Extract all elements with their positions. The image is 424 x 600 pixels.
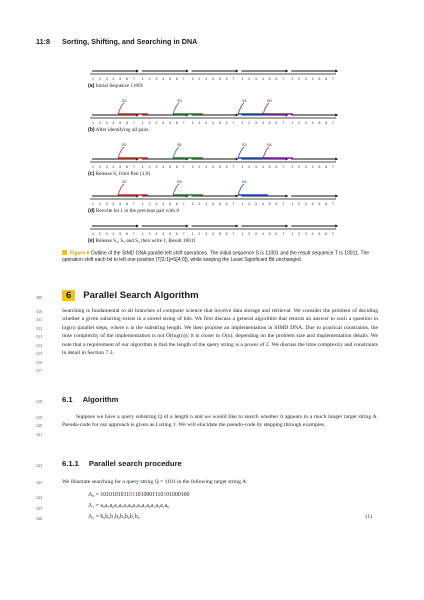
domain-digit: 5	[218, 165, 221, 169]
domain-digit: 7	[132, 77, 135, 81]
strand-arrow	[136, 70, 139, 73]
domain-digit: 3	[205, 202, 208, 206]
domain-digit: 7	[132, 202, 135, 206]
domain-digit: 6	[175, 202, 178, 206]
domain-digit: 2	[298, 202, 300, 206]
domain-digit: 6	[325, 232, 328, 236]
strand-label: S3	[242, 143, 247, 147]
domain-digit: 3	[105, 77, 108, 81]
domain-digit: 3	[155, 232, 158, 236]
domain-digit: 6	[126, 165, 128, 169]
domain-digit: 7	[132, 232, 135, 236]
domain-digit: 1	[291, 121, 294, 125]
domain-digit: 5	[169, 202, 171, 206]
domain-digit: 5	[268, 165, 271, 169]
domain-digit: 6	[275, 202, 278, 206]
domain-digit: 7	[232, 232, 235, 236]
domain-digit: 6	[175, 77, 178, 81]
equation-a0: A₀ = 1010101011011010001110101000100	[88, 492, 190, 498]
domain-digit: 7	[282, 165, 285, 169]
domain-digit: 3	[205, 77, 208, 81]
strand-hairpin	[173, 103, 179, 114]
domain-digit: 7	[282, 77, 285, 81]
domain-digit: 4	[162, 77, 165, 81]
domain-digit: 5	[318, 202, 321, 206]
strand-hairpin	[118, 147, 124, 158]
domain-digit: 2	[98, 202, 101, 206]
domain-digit: 1	[241, 232, 244, 236]
domain-digit: 6	[126, 77, 128, 81]
domain-digit: 5	[169, 232, 171, 236]
domain-digit: 7	[182, 232, 185, 236]
domain-digit: 2	[248, 77, 251, 81]
section-number: 6	[62, 290, 75, 301]
line-number: 315	[36, 351, 43, 356]
line-number: 310	[36, 309, 43, 314]
domain-digit: 5	[318, 232, 321, 236]
strand-diagram	[88, 219, 338, 237]
domain-digit: 2	[148, 165, 151, 169]
domain-digit: 7	[282, 121, 285, 125]
paragraph: We illustrate searching for a query string Q = 1101 in the following target string A:	[62, 479, 248, 485]
domain-digit: 2	[248, 165, 251, 169]
strand-arrow	[285, 70, 288, 73]
domain-digit: 4	[212, 202, 214, 206]
domain-digit: 5	[218, 77, 221, 81]
strand-arrow	[186, 225, 189, 228]
domain-digit: 6	[175, 121, 178, 125]
strand-label: S5	[177, 143, 182, 147]
domain-digit: 6	[126, 232, 128, 236]
domain-digit: 4	[212, 165, 214, 169]
diagram-panel-b	[88, 98, 338, 133]
domain-digit: 1	[191, 202, 194, 206]
domain-digit: 3	[155, 121, 158, 125]
domain-digit: 2	[148, 77, 151, 81]
strand-arrow	[136, 225, 139, 228]
equation-a1: A₁ = a₀a₂a₀a₂a₀a₃a₀a₂a₀a₃a₀a₁a₀a₁a₀	[88, 503, 170, 509]
domain-digit: 4	[311, 165, 314, 169]
domain-digit: 4	[261, 121, 264, 125]
domain-digit: 7	[332, 165, 334, 169]
domain-digit: 2	[148, 202, 151, 206]
domain-digit: 2	[298, 77, 300, 81]
strand-diagram	[88, 179, 338, 207]
line-number: 313	[36, 334, 43, 339]
strand-hairpin	[263, 103, 269, 114]
strand-label: S4	[267, 143, 272, 147]
domain-digit: 6	[126, 202, 128, 206]
domain-digit: 3	[304, 202, 307, 206]
domain-digit: 3	[105, 165, 108, 169]
domain-digit: 6	[325, 77, 328, 81]
strand-label: S2	[122, 143, 127, 147]
domain-digit: 2	[198, 165, 201, 169]
domain-digit: 4	[112, 77, 115, 81]
domain-digit: 2	[248, 202, 251, 206]
domain-digit: 1	[141, 202, 144, 206]
domain-digit: 7	[182, 202, 185, 206]
domain-digit: 2	[148, 232, 151, 236]
domain-digit: 3	[255, 165, 257, 169]
strand-label: S3	[177, 99, 182, 103]
domain-digit: 7	[332, 232, 334, 236]
panel-caption: (b) After identifying all pairs	[88, 127, 149, 133]
domain-digit: 5	[119, 165, 122, 169]
domain-digit: 5	[119, 232, 122, 236]
domain-digit: 6	[275, 165, 278, 169]
domain-digit: 7	[132, 121, 135, 125]
domain-digit: 1	[92, 202, 94, 206]
domain-digit: 7	[132, 165, 135, 169]
domain-digit: 1	[141, 121, 144, 125]
panel-caption: (c) Release S₁ from Pair (1,0)	[88, 171, 151, 177]
domain-digit: 2	[198, 202, 201, 206]
domain-digit: 1	[291, 77, 294, 81]
domain-digit: 7	[332, 202, 334, 206]
line-number: 319	[36, 415, 43, 420]
strand-hairpin	[238, 184, 244, 195]
equation-number: (1)	[365, 514, 372, 520]
domain-digit: 2	[198, 121, 201, 125]
domain-digit: 4	[162, 232, 165, 236]
strand-hairpin	[118, 103, 124, 114]
domain-digit: 6	[325, 165, 328, 169]
page-header	[36, 37, 197, 46]
domain-digit: 5	[119, 121, 122, 125]
domain-digit: 7	[232, 165, 235, 169]
domain-digit: 3	[155, 202, 158, 206]
domain-digit: 6	[175, 165, 178, 169]
domain-digit: 1	[241, 202, 244, 206]
domain-digit: 5	[318, 121, 321, 125]
domain-digit: 4	[112, 121, 115, 125]
domain-digit: 7	[282, 232, 285, 236]
domain-digit: 1	[191, 232, 194, 236]
domain-digit: 1	[141, 165, 144, 169]
domain-digit: 1	[241, 77, 244, 81]
panel-caption: (e) Release S₂, S₃ and S₄ then write 1, Result 10011	[88, 238, 196, 244]
strand-label: S2	[122, 99, 127, 103]
strand-arrow	[335, 70, 338, 73]
domain-digit: 6	[175, 232, 178, 236]
domain-digit: 1	[191, 165, 194, 169]
domain-digit: 1	[291, 232, 294, 236]
strand-hairpin	[263, 147, 269, 158]
domain-digit: 4	[311, 121, 314, 125]
domain-digit: 6	[275, 121, 278, 125]
strand-arrow	[285, 225, 288, 228]
line-number: 321	[36, 432, 43, 437]
domain-digit: 5	[318, 77, 321, 81]
line-number: 318	[36, 399, 43, 404]
strand-label: S3	[177, 180, 182, 184]
page-number: 11:8	[36, 37, 50, 46]
strand-label: S4	[242, 99, 247, 103]
domain-digit: 5	[218, 232, 221, 236]
domain-digit: 4	[162, 202, 165, 206]
domain-digit: 2	[98, 232, 101, 236]
domain-digit: 4	[261, 165, 264, 169]
domain-digit: 5	[169, 77, 171, 81]
running-title: Sorting, Shifting, and Searching in DNA	[62, 37, 198, 46]
domain-digit: 2	[198, 77, 201, 81]
diagram-panel-c	[88, 142, 338, 177]
equation-a2: A₂ = b₀b₀b₁b₀b₂b₀b₁b₀	[88, 514, 140, 520]
line-number: 322	[36, 463, 43, 468]
domain-digit: 7	[232, 121, 235, 125]
strand-hairpin	[173, 147, 179, 158]
domain-digit: 3	[205, 121, 208, 125]
line-number: 316	[36, 360, 43, 365]
domain-digit: 4	[261, 202, 264, 206]
figure-label: Figure 6	[70, 250, 90, 257]
domain-digit: 2	[148, 121, 151, 125]
domain-digit: 2	[98, 165, 101, 169]
strand-label: S2	[122, 180, 127, 184]
domain-digit: 7	[182, 165, 185, 169]
strand-arrow	[335, 225, 338, 228]
domain-digit: 7	[282, 202, 285, 206]
domain-digit: 3	[155, 165, 158, 169]
domain-digit: 6	[225, 121, 228, 125]
domain-digit: 4	[212, 121, 214, 125]
line-number: 325	[36, 506, 43, 511]
line-number: 312	[36, 326, 43, 331]
line-number: 323	[36, 480, 43, 485]
subsection-heading: 6.1 Algorithm	[62, 395, 119, 404]
strand-arrow	[285, 195, 288, 198]
domain-digit: 5	[218, 202, 221, 206]
domain-digit: 1	[241, 165, 244, 169]
domain-digit: 5	[268, 232, 271, 236]
domain-digit: 1	[141, 232, 144, 236]
domain-digit: 1	[191, 77, 194, 81]
domain-digit: 5	[268, 202, 271, 206]
strand-hairpin	[173, 184, 179, 195]
strand-arrow	[335, 114, 338, 117]
domain-digit: 4	[162, 121, 165, 125]
line-number: 314	[36, 343, 43, 348]
domain-digit: 4	[311, 77, 314, 81]
domain-digit: 1	[92, 232, 94, 236]
domain-digit: 1	[191, 121, 194, 125]
diagram-panel-d	[88, 179, 338, 214]
strand-arrow	[335, 158, 338, 161]
domain-digit: 6	[225, 165, 228, 169]
domain-digit: 3	[105, 121, 108, 125]
figure-marker	[62, 250, 67, 255]
domain-digit: 3	[205, 232, 208, 236]
strand-hairpin	[238, 103, 244, 114]
strand-label: S5	[267, 99, 272, 103]
domain-digit: 4	[112, 232, 115, 236]
domain-digit: 3	[304, 77, 307, 81]
domain-digit: 5	[169, 165, 171, 169]
line-number: 309	[36, 295, 43, 300]
strand-arrow	[186, 70, 189, 73]
domain-digit: 5	[119, 77, 122, 81]
strand-label: S4	[242, 180, 247, 184]
domain-digit: 3	[255, 77, 257, 81]
domain-digit: 2	[98, 77, 101, 81]
domain-digit: 7	[182, 77, 185, 81]
domain-digit: 1	[92, 165, 94, 169]
domain-digit: 7	[332, 77, 334, 81]
domain-digit: 3	[304, 121, 307, 125]
domain-digit: 5	[169, 121, 171, 125]
domain-digit: 4	[112, 202, 115, 206]
diagram-panel-e	[88, 219, 338, 244]
domain-digit: 7	[232, 202, 235, 206]
domain-digit: 3	[304, 232, 307, 236]
panel-caption: (a) Initial Sequence 11001	[88, 83, 144, 89]
domain-digit: 1	[291, 202, 294, 206]
domain-digit: 3	[155, 77, 158, 81]
domain-digit: 5	[318, 165, 321, 169]
domain-digit: 4	[261, 232, 264, 236]
domain-digit: 3	[304, 165, 307, 169]
figure-caption-text: Outline of the SIMD DNA parallel left shift operations. The initial sequence S is 11001 and the result sequence T is 10011. The operation shift each bit to left one position (T[3:1]=S[4:0]), while keeping the Least Significant Bit unchanged.	[62, 250, 370, 263]
domain-digit: 4	[311, 202, 314, 206]
domain-digit: 7	[332, 121, 334, 125]
domain-digit: 4	[261, 77, 264, 81]
domain-digit: 2	[298, 232, 300, 236]
domain-digit: 4	[112, 165, 115, 169]
domain-digit: 1	[241, 121, 244, 125]
strand-arrow	[335, 195, 338, 198]
line-number: 324	[36, 495, 43, 500]
strand-arrow	[236, 70, 239, 73]
domain-digit: 4	[162, 165, 165, 169]
domain-digit: 6	[325, 121, 328, 125]
strand-hairpin	[118, 184, 124, 195]
line-number: 317	[36, 368, 43, 373]
domain-digit: 1	[291, 165, 294, 169]
domain-digit: 7	[182, 121, 185, 125]
line-number: 311	[36, 317, 43, 322]
domain-digit: 1	[92, 77, 94, 81]
section-title: Parallel Search Algorithm	[83, 290, 199, 301]
domain-digit: 3	[105, 202, 108, 206]
section-heading	[62, 290, 199, 301]
domain-digit: 7	[232, 77, 235, 81]
subsection-heading: 6.1.1 Parallel search procedure	[62, 459, 182, 468]
domain-digit: 2	[298, 121, 300, 125]
domain-digit: 3	[105, 232, 108, 236]
domain-digit: 6	[225, 232, 228, 236]
panel-caption: (d) Rewrite bit 1 in the previous pair with 0	[88, 208, 179, 214]
strand-diagram	[88, 98, 338, 126]
domain-digit: 3	[255, 202, 257, 206]
domain-digit: 2	[298, 165, 300, 169]
strand-arrow	[236, 225, 239, 228]
paragraph: Suppose we have a query substring Q of a length n and we would like to search whether it appears in a much longer target string A. Pseudo-code for our approach is given as Listing 1. We will elucidate the pseudo-code by stepping through examples.	[62, 414, 378, 429]
domain-digit: 1	[92, 121, 94, 125]
domain-digit: 6	[275, 232, 278, 236]
domain-digit: 6	[126, 121, 128, 125]
domain-digit: 2	[98, 121, 101, 125]
domain-digit: 5	[268, 121, 271, 125]
domain-digit: 5	[268, 77, 271, 81]
domain-digit: 2	[198, 232, 201, 236]
domain-digit: 3	[255, 232, 257, 236]
domain-digit: 4	[212, 77, 214, 81]
domain-digit: 1	[141, 77, 144, 81]
strand-hairpin	[238, 147, 244, 158]
domain-digit: 2	[248, 121, 251, 125]
strand-diagram	[88, 142, 338, 170]
line-number: 320	[36, 423, 43, 428]
domain-digit: 2	[248, 232, 251, 236]
domain-digit: 4	[212, 232, 214, 236]
domain-digit: 6	[275, 77, 278, 81]
line-number: 326	[36, 516, 43, 521]
domain-digit: 6	[325, 202, 328, 206]
domain-digit: 6	[225, 77, 228, 81]
figure-caption	[62, 250, 372, 263]
domain-digit: 3	[255, 121, 257, 125]
domain-digit: 5	[119, 202, 122, 206]
domain-digit: 5	[218, 121, 221, 125]
domain-digit: 3	[205, 165, 208, 169]
domain-digit: 6	[225, 202, 228, 206]
paragraph: Searching is fundamental to all branches of computer science that involve data storage and retrieval. We consider the problem of deciding whether a given substring exists in a stored string of bits. We first discuss a general algorithm that returns an answer to such a question in log(n) parallel steps, where n is the substring length. We then propose an implementation in SIMD DNA. Due to practical constraints, the time complexity of the implementation is not O(log(n)); it is closer to O(n), depending on the problem size and implementation details. We note that a requirement of our algorithm is that the length of the query string is a power of 2. We discuss the time complexity and constraints in detail in Section 7.3.	[62, 308, 378, 357]
strand-diagram	[88, 64, 338, 82]
diagram-panel-a	[88, 64, 338, 89]
domain-digit: 4	[311, 232, 314, 236]
